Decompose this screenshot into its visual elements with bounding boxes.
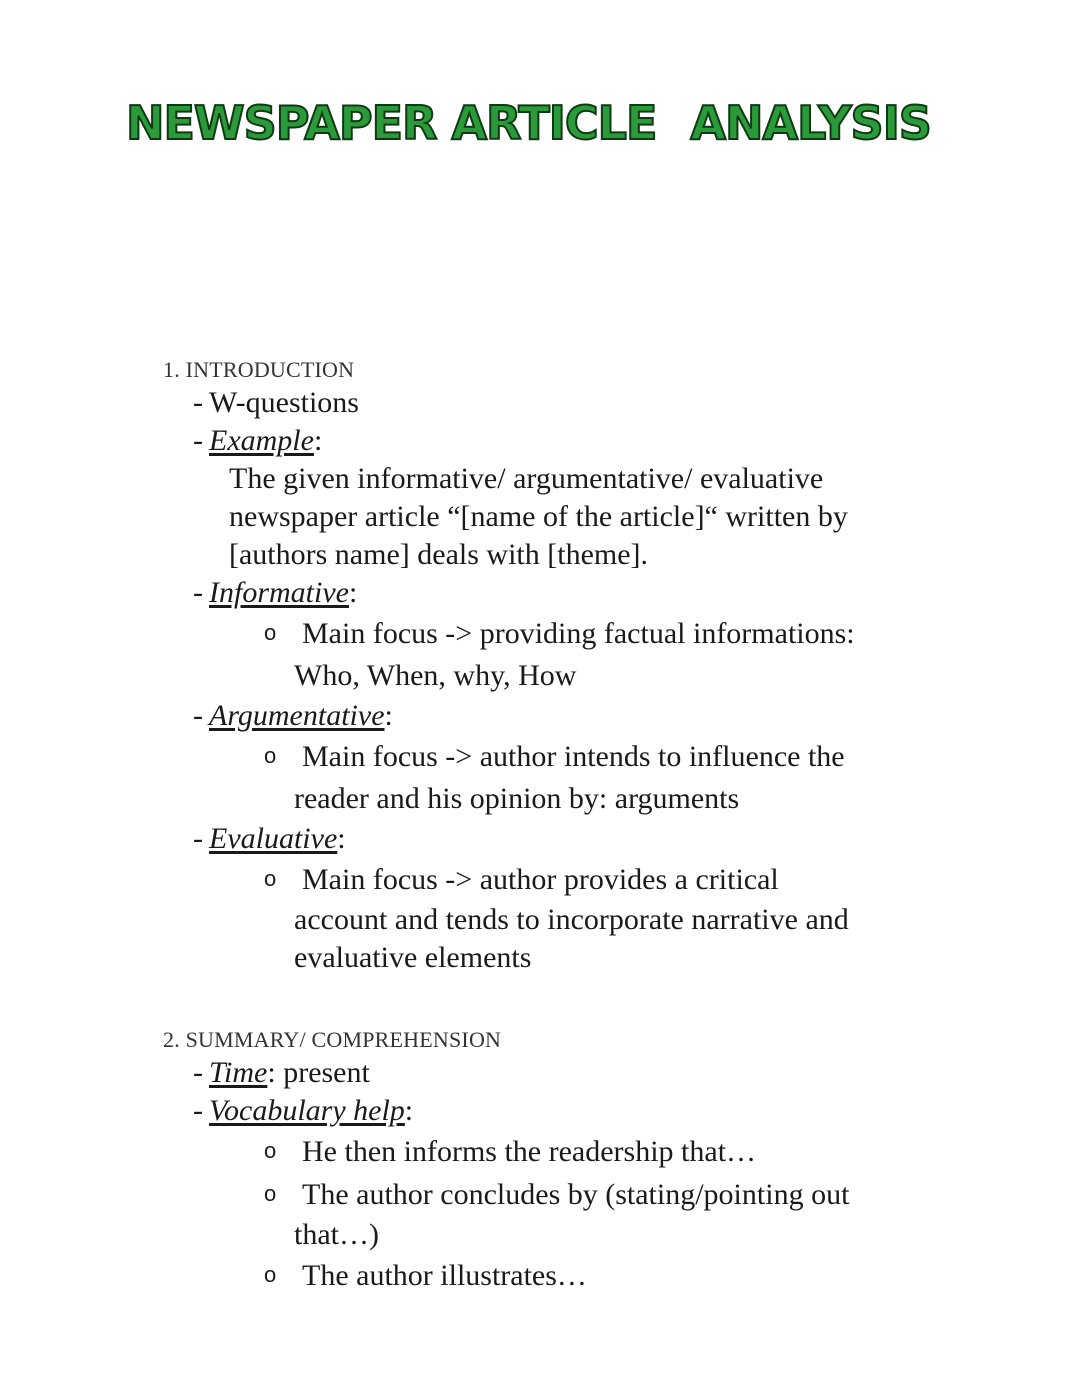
- bullet-icon: o: [264, 620, 277, 645]
- bullet-icon: o: [264, 1262, 277, 1287]
- example-line-1: The given informative/ argumentative/ evaluative: [229, 462, 824, 495]
- informative-bullet: o Main focus -> providing factual informations:: [163, 612, 963, 655]
- example-label: Example: [209, 424, 314, 457]
- vocabulary-label: Vocabulary help: [209, 1094, 405, 1127]
- list-item-w-questions: - W-questions: [193, 386, 359, 419]
- introduction-heading: 1. INTRODUCTION: [163, 357, 355, 382]
- summary-heading: 2. SUMMARY/ COMPREHENSION: [163, 1027, 502, 1052]
- vocab-bullet-1: o He then informs the readership that…: [163, 1130, 963, 1173]
- bullet-icon: o: [264, 1181, 277, 1206]
- example-line-2: newspaper article “[name of the article]“ written by: [229, 500, 848, 533]
- introduction-section: [163, 356, 963, 977]
- argumentative-label: Argumentative: [209, 699, 385, 732]
- bullet-icon: o: [264, 743, 277, 768]
- bullet-icon: o: [264, 1138, 277, 1163]
- summary-section: [163, 1026, 963, 1297]
- informative-bullet-cont: Who, When, why, How: [294, 659, 577, 692]
- page-title: [126, 96, 931, 150]
- vocab-bullet-2-cont: that…): [294, 1218, 379, 1251]
- list-item-argumentative: - Argumentative:: [193, 699, 393, 732]
- list-item-vocabulary: - Vocabulary help:: [193, 1094, 414, 1127]
- w-questions-text: W-questions: [209, 386, 359, 419]
- informative-label: Informative: [209, 576, 349, 609]
- vocab-bullet-2: o The author concludes by (stating/pointing out: [163, 1173, 963, 1216]
- time-label: Time: [209, 1056, 268, 1089]
- evaluative-bullet-cont-1: account and tends to incorporate narrative and: [294, 903, 849, 936]
- list-item-evaluative: - Evaluative:: [193, 822, 346, 855]
- time-value: present: [275, 1056, 370, 1089]
- evaluative-bullet-cont-2: evaluative elements: [294, 941, 532, 974]
- list-item-example: - Example:: [193, 424, 323, 457]
- title-word-1: NEWSPAPER ARTICLE: [126, 96, 657, 150]
- argumentative-bullet: o Main focus -> author intends to influence the: [163, 735, 963, 778]
- list-item-time: - Time: present: [193, 1056, 370, 1089]
- bullet-icon: o: [264, 866, 277, 891]
- argumentative-bullet-cont: reader and his opinion by: arguments: [294, 782, 740, 815]
- example-line-3: [authors name] deals with [theme].: [229, 538, 649, 571]
- evaluative-label: Evaluative: [209, 822, 338, 855]
- title-word-2: ANALYSIS: [690, 96, 931, 150]
- list-item-informative: - Informative:: [193, 576, 358, 609]
- evaluative-bullet: o Main focus -> author provides a critical: [163, 858, 963, 901]
- vocab-bullet-3: o The author illustrates…: [163, 1254, 963, 1297]
